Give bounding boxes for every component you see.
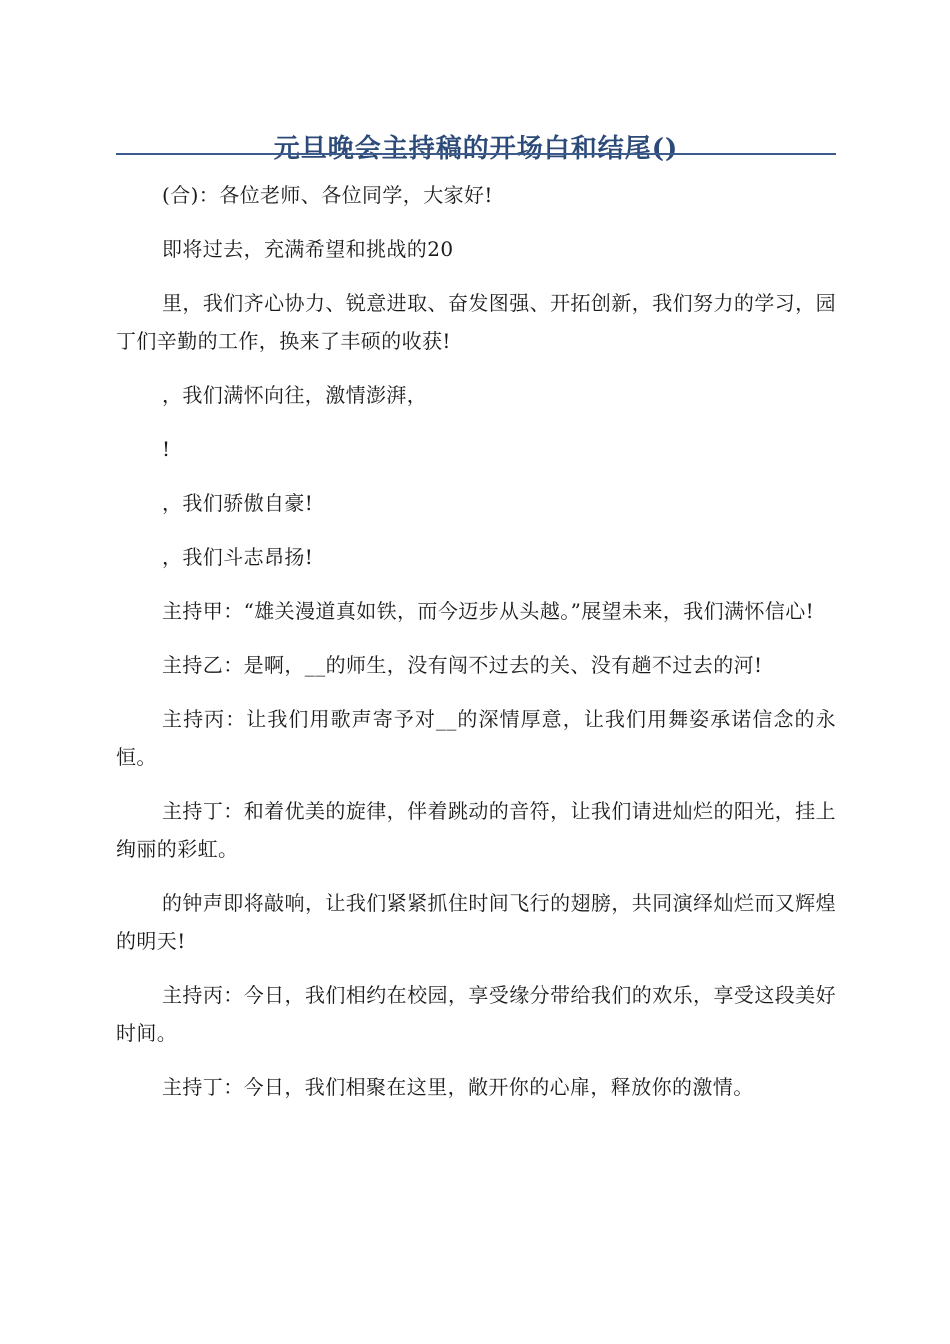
paragraph: 主持丙：让我们用歌声寄予对__的深情厚意，让我们用舞姿承诺信念的永恒。 xyxy=(116,707,836,769)
paragraph: 主持丁：和着优美的旋律，伴着跳动的音符，让我们请进灿烂的阳光，挂上绚丽的彩虹。 xyxy=(116,799,836,861)
paragraph: 的钟声即将敲响，让我们紧紧抓住时间飞行的翅膀，共同演绎灿烂而又辉煌的明天! xyxy=(116,891,836,953)
paragraph: (合)：各位老师、各位同学，大家好! xyxy=(162,183,493,207)
paragraph: 主持丙：今日，我们相约在校园，享受缘分带给我们的欢乐，享受这段美好时间。 xyxy=(116,983,836,1045)
paragraph: ，我们骄傲自豪! xyxy=(162,491,314,515)
paragraph: 主持乙：是啊，__的师生，没有闯不过去的关、没有趟不过去的河! xyxy=(162,653,763,677)
paragraph: 主持甲：“雄关漫道真如铁，而今迈步从头越。”展望未来，我们满怀信心! xyxy=(162,599,815,623)
paragraph: 里，我们齐心协力、锐意进取、奋发图强、开拓创新，我们努力的学习，园丁们辛勤的工作，换来了丰硕的收获! xyxy=(116,291,836,353)
paragraph: 即将过去，充满希望和挑战的20 xyxy=(162,237,454,261)
paragraph: 主持丁：今日，我们相聚在这里，敞开你的心扉，释放你的激情。 xyxy=(162,1075,754,1099)
title-underline xyxy=(116,153,836,155)
document-body xyxy=(116,176,836,1122)
document-title: 元旦晚会主持稿的开场白和结尾() xyxy=(273,134,679,165)
paragraph: ! xyxy=(162,437,171,461)
paragraph: ，我们斗志昂扬! xyxy=(162,545,314,569)
paragraph: ，我们满怀向往，激情澎湃， xyxy=(162,383,428,407)
